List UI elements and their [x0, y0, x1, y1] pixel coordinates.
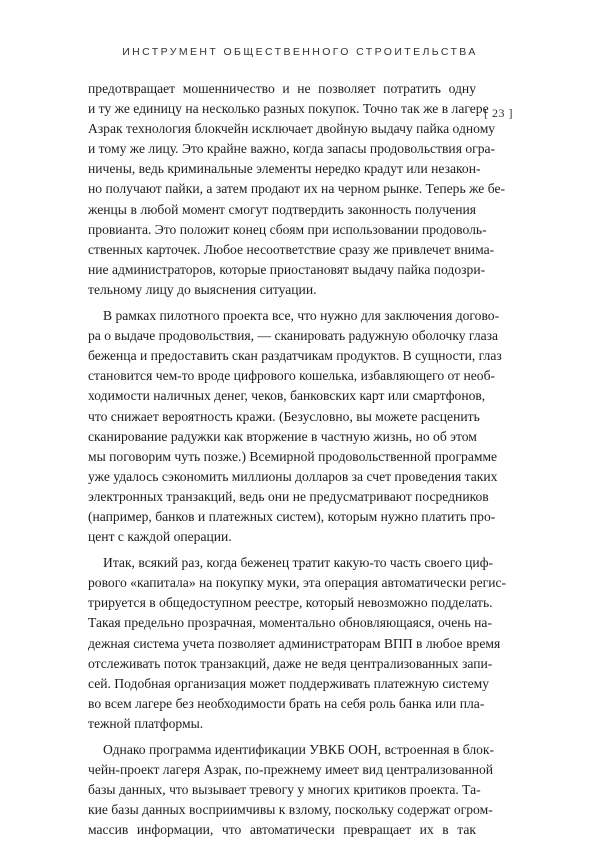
text-line: ходимости наличных денег, чеков, банковских карт или смартфонов, [88, 388, 486, 404]
text-line: становится чем-то вроде цифрового кошелька, избавляющего от необ- [88, 368, 496, 384]
paragraph [88, 306, 502, 547]
text-line: уже удалось сэкономить миллионы долларов за счет проведения таких [88, 468, 498, 484]
text-line: электронных транзакций, ведь они не предусматривают посредников [88, 488, 489, 504]
text-line: массив информации, что автоматически превращает их в так [88, 822, 476, 838]
text-line: отслеживать поток транзакций, даже не ведя централизованных запи- [88, 655, 493, 671]
text-line: кие базы данных восприимчивы к взлому, поскольку содержат огром- [88, 802, 493, 818]
text-line: беженца и предоставить скан раздатчикам продуктов. В сущности, глаз [88, 348, 502, 364]
text-line: Однако программа идентификации УВКБ ООН, встроенная в блок- [103, 742, 495, 757]
text-line: (например, банков и платежных систем), которым нужно платить про- [88, 508, 496, 524]
text-line: предотвращает мошенничество и не позволяет потратить одну [88, 81, 476, 96]
text-line: дежная система учета позволяет администраторам ВПП в любое время [88, 635, 501, 651]
text-line: чейн-проект лагеря Азрак, по-прежнему имеет вид централизованной [88, 762, 494, 778]
running-header: ИНСТРУМЕНТ ОБЩЕСТВЕННОГО СТРОИТЕЛЬСТВА [122, 46, 478, 58]
text-line: Азрак технология блокчейн исключает двойную выдачу пайка одному [88, 121, 496, 137]
text-line: трируется в общедоступном реестре, который невозможно подделать. [88, 595, 493, 611]
paragraph [88, 740, 495, 840]
text-line: и тому же лицу. Это крайне важно, когда запасы продовольствия огра- [88, 141, 496, 157]
text-line: ничены, ведь криминальные элементы нередко крадут или незакон- [88, 161, 481, 177]
page-number: [ 23 ] [484, 106, 513, 120]
text-line: во всем лагере без необходимости брать на себя роль банка или пла- [88, 695, 485, 711]
text-line: ра о выдаче продовольствия, — сканировать радужную оболочку глаза [88, 328, 499, 344]
text-line: но получают пайки, а затем продают их на черном рынке. Теперь же бе- [88, 181, 506, 197]
text-line: рового «капитала» на покупку муки, эта операция автоматически регис- [88, 575, 507, 591]
text-line: базы данных, что вызывает тревогу у многих критиков проекта. Та- [88, 782, 481, 798]
text-line: провианта. Это положит конец сбоям при использовании продоволь- [88, 221, 487, 237]
text-line: ственных карточек. Любое несоответствие сразу же привлечет внима- [88, 241, 495, 257]
text-line: В рамках пилотного проекта все, что нужно для заключения догово- [103, 308, 500, 324]
text-line: сей. Подобная организация может поддерживать платежную систему [88, 675, 490, 691]
text-line: женцы в любой момент смогут подтвердить законность получения [88, 201, 476, 217]
paragraph [88, 553, 507, 734]
text-line: сканирование радужки как вторжение в частную жизнь, но об этом [88, 428, 477, 444]
text-line: Итак, всякий раз, когда беженец тратит какую-то часть своего циф- [103, 555, 494, 571]
text-line: и ту же единицу на несколько разных покупок. Точно так же в лагере [88, 101, 489, 117]
text-line: ние администраторов, которые приостановят выдачу пайка подозри- [88, 261, 486, 277]
text-line: цент с каждой операции. [88, 529, 232, 545]
text-line: что снижает вероятность кражи. (Безусловно, вы можете расценить [88, 408, 480, 424]
text-line: мы поговорим чуть позже.) Всемирной продовольственной программе [88, 448, 498, 464]
text-line: Такая предельно прозрачная, моментально обновляющаяся, очень на- [88, 615, 492, 631]
text-line: тежной платформы. [88, 715, 204, 731]
text-line: тельному лицу до выяснения ситуации. [88, 281, 317, 297]
